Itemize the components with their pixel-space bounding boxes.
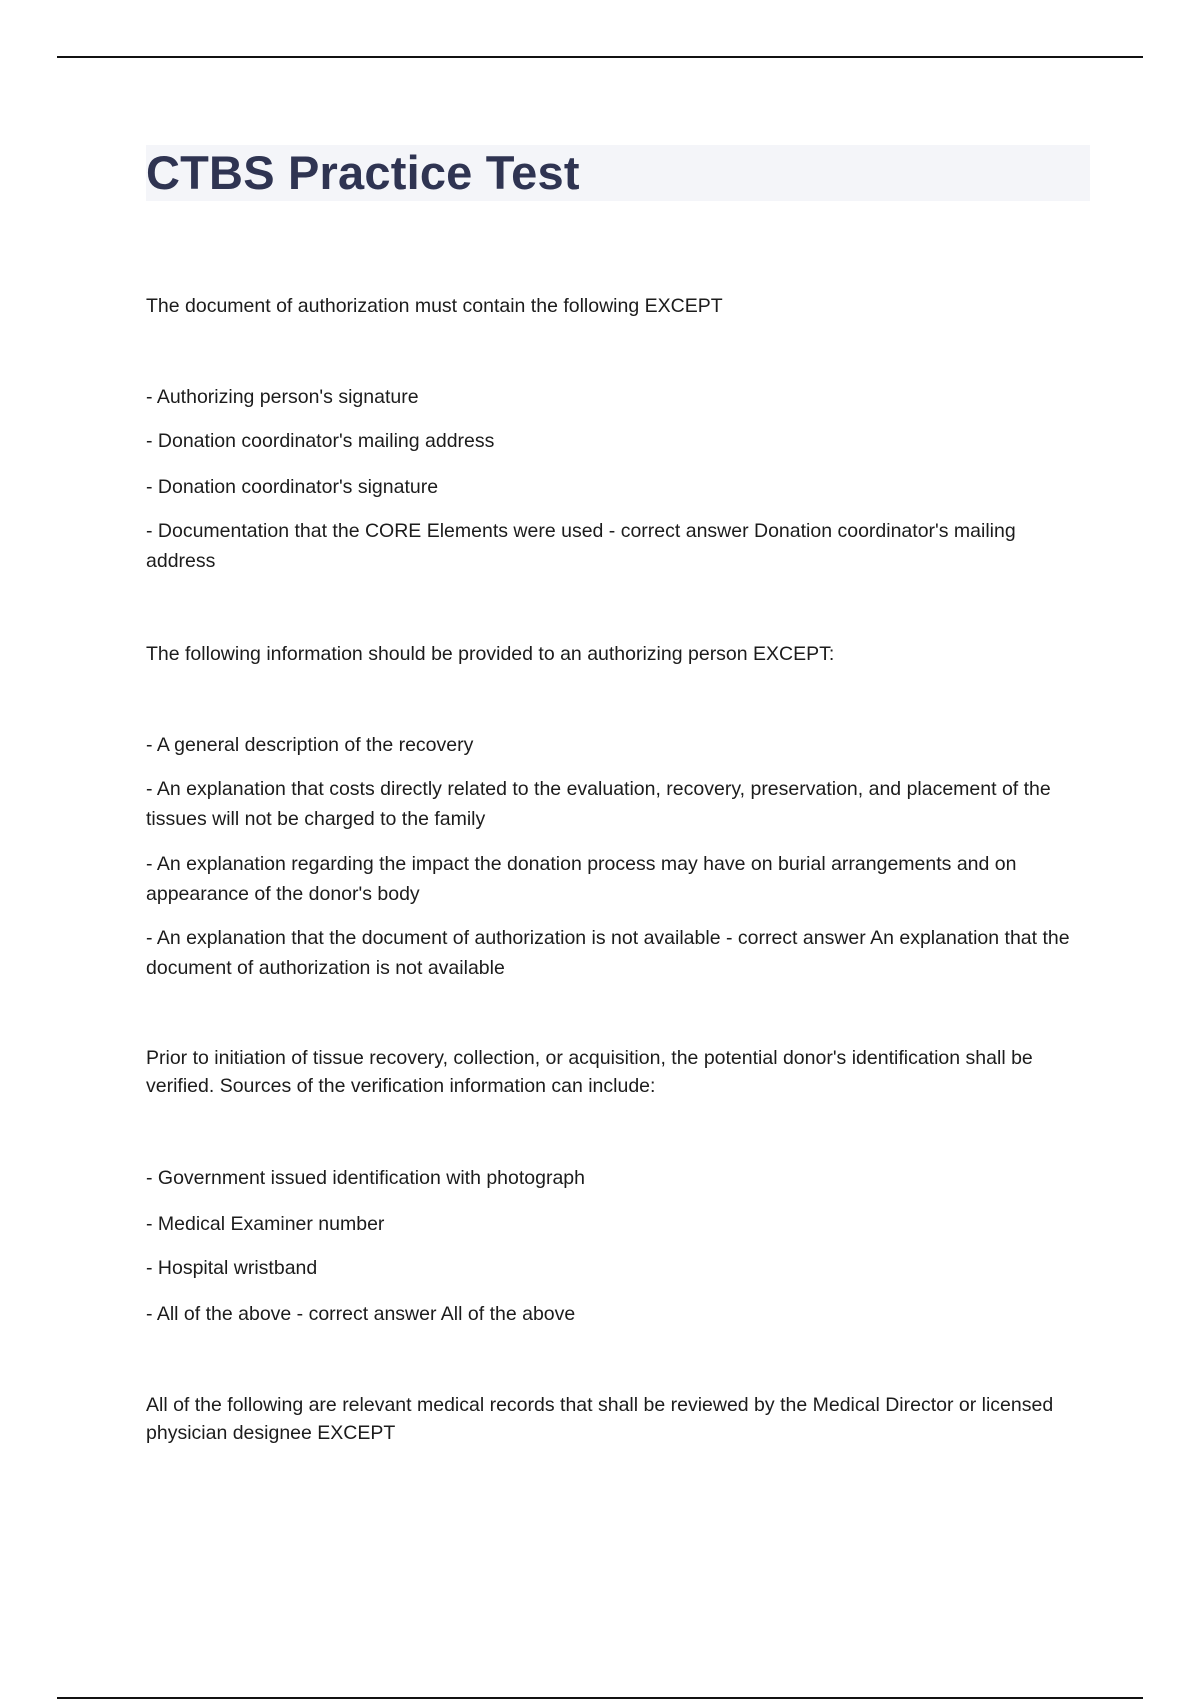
question-2-option-3: - An explanation regarding the impact the donation process may have on burial arrangements and on appearance of the donor's body bbox=[146, 853, 1017, 905]
question-3-prompt: Prior to initiation of tissue recovery, collection, or acquisition, the potential donor's identification shall be verified. Sources of the verification information can include: bbox=[146, 1047, 1033, 1097]
question-2-option-1: - A general description of the recovery bbox=[146, 734, 474, 756]
question-1-option-2: - Donation coordinator's mailing address bbox=[146, 430, 495, 452]
question-1-option-3: - Donation coordinator's signature bbox=[146, 476, 439, 498]
question-4-prompt: All of the following are relevant medical records that shall be reviewed by the Medical Director or licensed physician designee EXCEPT bbox=[146, 1394, 1054, 1444]
question-1-option-1: - Authorizing person's signature bbox=[146, 386, 419, 408]
footer-rule bbox=[57, 1697, 1143, 1699]
question-1-prompt: The document of authorization must contain the following EXCEPT bbox=[146, 295, 723, 317]
question-1-option-4: - Documentation that the CORE Elements were used - correct answer Donation coordinator's mailing address bbox=[146, 520, 1016, 572]
question-2-option-4: - An explanation that the document of authorization is not available - correct answer An explanation that the document of authorization is not available bbox=[146, 927, 1070, 979]
question-3-option-1: - Government issued identification with photograph bbox=[146, 1167, 585, 1189]
header-rule bbox=[57, 56, 1143, 58]
question-3-option-2: - Medical Examiner number bbox=[146, 1213, 385, 1235]
question-2-option-2: - An explanation that costs directly related to the evaluation, recovery, preservation, and placement of the tissues will not be charged to the family bbox=[146, 778, 1051, 830]
question-3-option-3: - Hospital wristband bbox=[146, 1257, 318, 1279]
question-3-option-4: - All of the above - correct answer All of the above bbox=[146, 1303, 576, 1325]
page-title: CTBS Practice Test bbox=[146, 146, 580, 199]
question-2-prompt: The following information should be provided to an authorizing person EXCEPT: bbox=[146, 643, 835, 665]
